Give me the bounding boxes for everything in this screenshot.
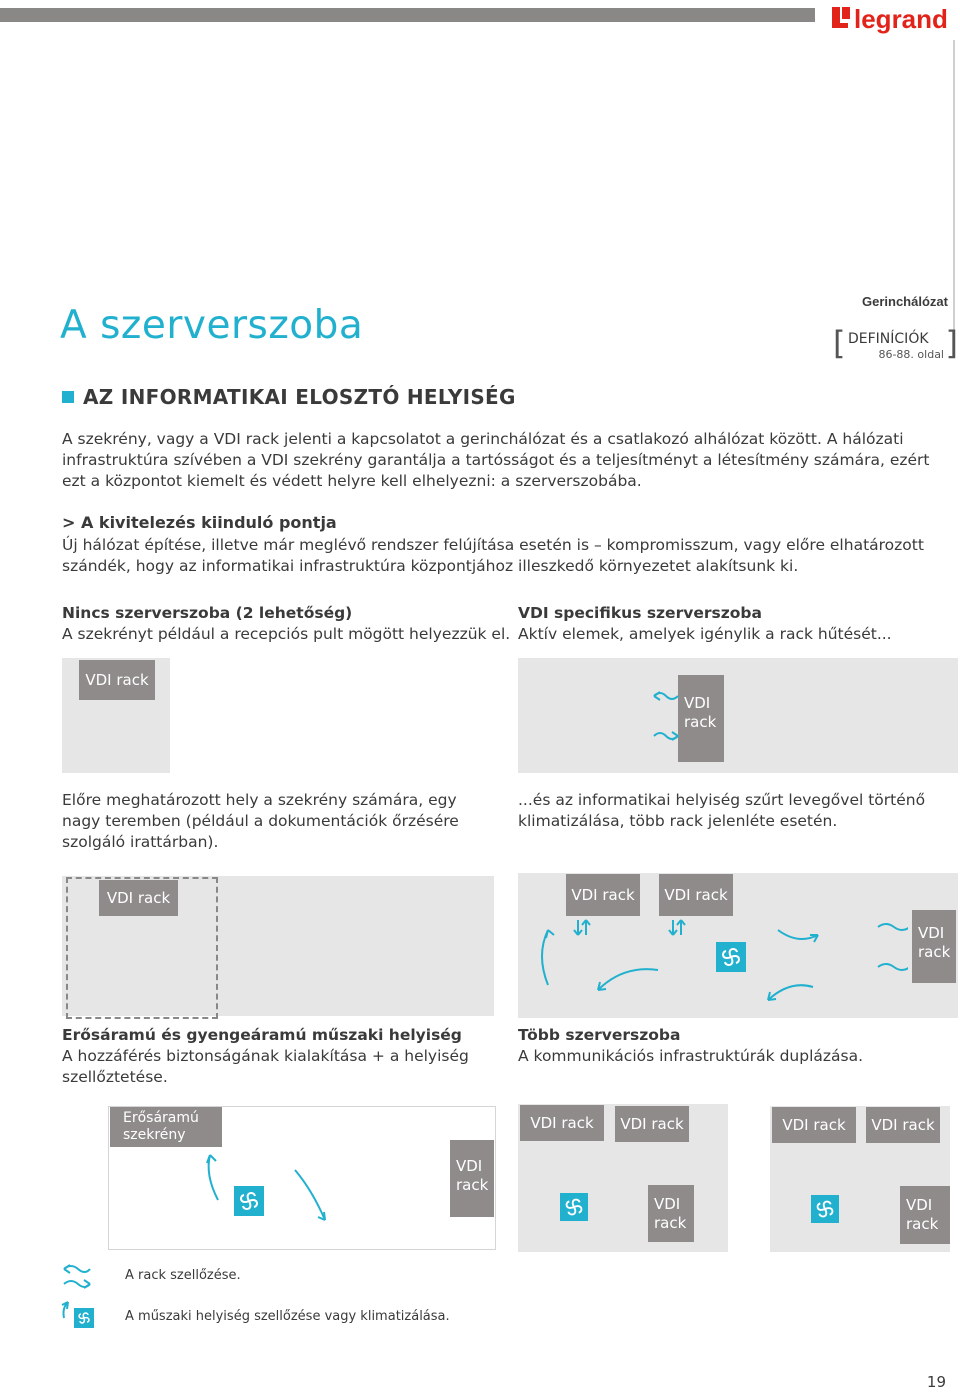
vdi-rack-box: VDI rack <box>772 1107 856 1143</box>
svg-text:legrand: legrand <box>854 4 948 34</box>
airflow-arrows-icon <box>60 1262 94 1292</box>
section-label: Gerinchálózat <box>862 294 948 309</box>
page-title: A szerverszoba <box>60 303 364 348</box>
case-2-title: VDI specifikus szerverszoba <box>518 604 762 622</box>
airflow-curves-icon <box>200 1150 340 1240</box>
vdi-rack-box: VDI rack <box>659 874 733 916</box>
subsection-title: > A kivitelezés kiinduló pontja <box>62 513 337 532</box>
power-cabinet <box>110 1107 222 1147</box>
section-heading: AZ INFORMATIKAI ELOSZTÓ HELYISÉG <box>83 385 516 409</box>
vdi-rack-box: VDI rack <box>615 1106 689 1142</box>
side-rule <box>953 40 955 340</box>
legend-rack-ventilation: A rack szellőzése. <box>125 1268 241 1283</box>
legend-room-ventilation: A műszaki helyiség szellőzése vagy klimatizálása. <box>125 1309 450 1324</box>
intro-paragraph: A szekrény, vagy a VDI rack jelenti a kapcsolatot a gerinchálózat és a csatlakozó alhálózat között. A hálózati infrastruktúra szívében a VDI szekrény garantálja a tartósságot és a teljesítményt a létesítmény számára, ezért ezt a központot kiemelt és védett helyre kell elhelyezni: a szerverszobába. <box>62 430 930 490</box>
rack-label-rack: rack <box>654 1214 687 1232</box>
vdi-rack-tall <box>648 1185 694 1242</box>
case-3-text: Előre meghatározott hely a szekrény számára, egy nagy teremben (például a dokumentációk őrzésére szolgáló irattárban). <box>62 791 459 851</box>
vdi-rack-box: VDI rack <box>566 874 640 916</box>
rack-label-vdi: VDI <box>918 924 945 942</box>
legrand-logo <box>832 3 954 37</box>
bracket-right: ] <box>945 324 958 362</box>
vdi-rack-box: VDI rack <box>866 1107 940 1143</box>
vdi-rack-tall <box>912 910 956 983</box>
fan-icon <box>560 1193 588 1221</box>
case-5-title: Erősáramú és gyengeáramú műszaki helyiség <box>62 1026 462 1044</box>
rack-label-rack: rack <box>918 943 951 961</box>
subsection-text: Új hálózat építése, illetve már meglévő rendszer felújítása esetén is – kompromisszum, vagy előre elhatározott szándék, hogy az informatikai infrastruktúra központjához illeszkedő környezetet alakítsunk ki. <box>62 536 924 575</box>
vdi-rack-tall <box>450 1140 494 1217</box>
definitions-label: DEFINÍCIÓK <box>848 331 929 347</box>
heading-bullet-icon <box>62 391 74 403</box>
definitions-reference[interactable] <box>833 324 958 365</box>
bracket-left: [ <box>833 324 846 362</box>
airflow-arrows-icon <box>652 686 680 746</box>
page-number: 19 <box>926 1373 946 1391</box>
fan-icon <box>811 1195 839 1223</box>
vdi-rack-box: VDI rack <box>520 1105 604 1141</box>
diagram-server-room <box>518 658 958 773</box>
cabinet-label-line2: szekrény <box>123 1127 186 1143</box>
case-6-text: A kommunikációs infrastruktúrák duplázása. <box>518 1047 864 1065</box>
definitions-pages: 86-88. oldal <box>878 348 944 361</box>
case-4-text: ...és az informatikai helyiség szűrt levegővel történő klimatizálása, több rack jelenléte esetén. <box>518 791 926 830</box>
fan-icon <box>60 1300 100 1334</box>
vdi-rack-tall <box>900 1186 950 1244</box>
rack-label-rack: rack <box>684 713 717 731</box>
case-6-title: Több szerverszoba <box>518 1026 681 1044</box>
rack-label-rack: rack <box>456 1176 489 1194</box>
rack-label-vdi: VDI <box>654 1195 681 1213</box>
vdi-rack-box: VDI rack <box>99 880 178 916</box>
case-1-text: A szekrényt például a recepciós pult mögött helyezzük el. <box>62 625 511 643</box>
rack-label-vdi: VDI <box>456 1157 483 1175</box>
case-1-title: Nincs szerverszoba (2 lehetőség) <box>62 604 353 622</box>
case-5-text: A hozzáférés biztonságának kialakítása + a helyiség szellőztetése. <box>62 1047 469 1086</box>
rack-label-vdi: VDI <box>684 694 711 712</box>
case-2-text: Aktív elemek, amelyek igénylik a rack hűtését... <box>518 625 892 643</box>
rack-label-rack: rack <box>906 1215 939 1233</box>
header-bar <box>0 8 815 22</box>
vdi-rack-tall <box>678 675 724 762</box>
airflow-curves-icon <box>528 915 908 1015</box>
rack-label-vdi: VDI <box>906 1196 933 1214</box>
vdi-rack-box: VDI rack <box>79 660 155 700</box>
cabinet-label-line1: Erősáramú <box>123 1110 199 1126</box>
